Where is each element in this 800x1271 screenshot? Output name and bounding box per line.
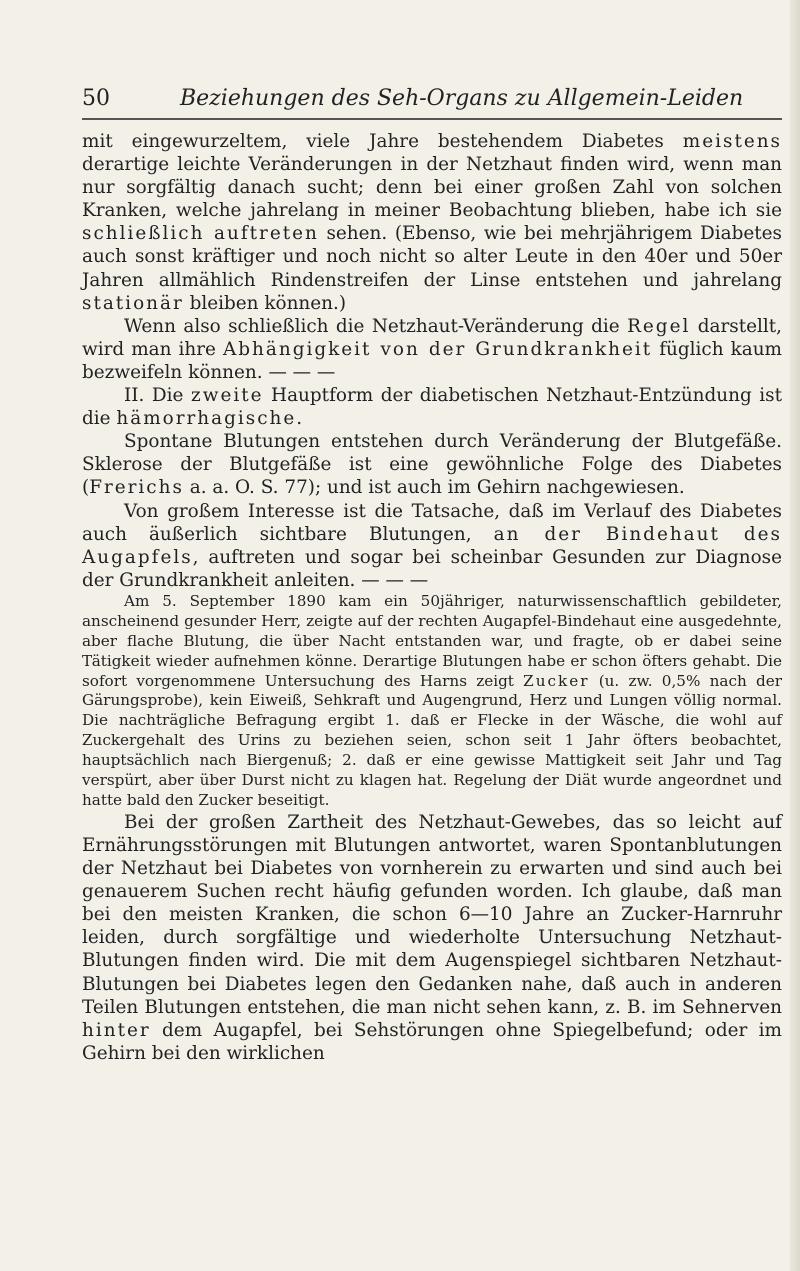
- text-run: , auftreten und sogar bei scheinbar Gesunden zur Diagnose der Grundkrankheit anleiten. — — —: [82, 546, 782, 591]
- text-run: .: [296, 408, 303, 430]
- text-run: Bei der großen Zartheit des Netzhaut-Gewebes, das so leicht auf Ernährungsstörungen mit Blutungen antwortet, waren Spontanblutungen der Netzhaut bei Diabetes von vornherein zu erwarten und sind auch bei genauerem Suchen recht häufig gefunden worden. Ich glaube, daß man bei den meisten Kranken, die schon 6—10 Jahre an Zucker-Harnruhr leiden, durch sorgfältige und wiederholte Untersuchung Netzhaut-Blutungen finden wird. Die mit dem Augenspiegel sichtbaren Netzhaut-Blutungen bei Diabetes legen den Gedanken nahe, daß auch in anderen Teilen Blutungen entstehen, die man nicht sehen kann, z. B. im Sehnerven: [82, 811, 782, 1018]
- spaced-emphasis: stationär: [82, 292, 184, 314]
- text-run: bleiben können.): [183, 292, 347, 314]
- page-number: 50: [82, 86, 110, 111]
- text-run: a. a. O. S. 77); und ist auch im Gehirn nachgewiesen.: [183, 477, 685, 499]
- text-run: Hauptform der diabetischen Netzhaut-Entzündung ist die: [82, 385, 783, 430]
- text-run: füglich kaum bezweifeln können. — — —: [82, 338, 782, 383]
- paragraph: [82, 500, 782, 592]
- text-run: mit eingewurzeltem, viele Jahre bestehendem Diabetes: [82, 131, 683, 152]
- spaced-emphasis: Regel: [627, 315, 691, 337]
- case-report-paragraph: [82, 592, 782, 811]
- spaced-emphasis: zweite: [191, 385, 264, 407]
- spaced-emphasis: Abhängigkeit von der Grundkrankheit: [223, 338, 653, 360]
- page-header: [82, 86, 782, 118]
- text-run: (u. zw. 0,5% nach der Gärungsprobe), kein Eiweiß, Sehkraft und Augengrund, Herz und Lungen völlig normal. Die nachträgliche Befragung ergibt 1. daß er Flecke in der Wäsche, die wohl auf Zuckergehalt des Urins zu beziehen seien, schon seit 1 Jahr öfters beobachtet, hauptsächlich nach Biergenuß; 2. daß er eine gewisse Mattigkeit seit Jahr und Tag verspürt, aber über Durst nicht zu klagen hat. Regelung der Diät wurde angeordnet und hatte bald den Zucker beseitigt.: [82, 671, 782, 809]
- spaced-emphasis: an der Bindehaut des Augapfels: [82, 523, 782, 568]
- text-run: derartige leichte Veränderungen in der Netzhaut finden wird, wenn man nur sorgfältig danach sucht; denn bei einer großen Zahl von solchen Kranken, welche jahrelang in meiner Beobachtung blieben, habe ich sie: [82, 154, 782, 222]
- text-run: Spontane Blutungen entstehen durch Veränderung der Blutgefäße. Sklerose der Blutgefäße ist eine gewöhnliche Folge des Diabetes (: [82, 431, 782, 499]
- paragraph: [82, 130, 782, 315]
- spaced-emphasis: schließlich auftreten: [82, 223, 319, 245]
- paragraph: [82, 315, 782, 384]
- text-run: II. Die: [124, 385, 192, 407]
- spaced-emphasis: Frerichs: [89, 477, 184, 499]
- text-run: Wenn also schließlich die Netzhaut-Veränderung die: [124, 315, 628, 337]
- spaced-emphasis: Zucker: [523, 671, 590, 690]
- spaced-emphasis: hinter: [82, 1019, 151, 1041]
- paragraph: [82, 430, 782, 499]
- header-rule: [82, 118, 782, 120]
- page-edge-shadow: [790, 0, 800, 1271]
- text-run: Von großem Interesse ist die Tatsache, daß im Verlauf des Diabetes auch äußerlich sichtbare Blutungen,: [82, 500, 782, 545]
- body-text: [82, 130, 782, 1065]
- text-run: sehen. (Ebenso, wie bei mehrjährigem Diabetes auch sonst kräftiger und noch nicht so alter Leute in den 40er und 50er Jahren allmählich Rindenstreifen der Linse entstehen und jahrelang: [82, 223, 782, 291]
- spaced-emphasis: meistens: [682, 131, 782, 152]
- text-run: darstellt, wird man ihre: [82, 315, 782, 360]
- spaced-emphasis: hämorrhagische: [116, 408, 297, 430]
- paragraph: [82, 811, 782, 1065]
- running-title: Beziehungen des Seh-Organs zu Allgemein-Leiden: [180, 86, 744, 111]
- text-run: dem Augapfel, bei Sehstörungen ohne Spiegelbefund; oder im Gehirn bei den wirklichen: [82, 1019, 782, 1064]
- paragraph: [82, 384, 782, 430]
- text-run: Am 5. September 1890 kam ein 50jähriger, naturwissenschaftlich gebildeter, anscheinend gesunder Herr, zeigte auf der rechten Augapfel-Bindehaut eine ausgedehnte, aber flache Blutung, die über Nacht entstanden war, und fragte, ob er dabei seine Tätigkeit wieder aufnehmen könne. Derartige Blutungen habe er schon öfters gehabt. Die sofort vorgenommene Untersuchung des Harns zeigt: [82, 591, 782, 690]
